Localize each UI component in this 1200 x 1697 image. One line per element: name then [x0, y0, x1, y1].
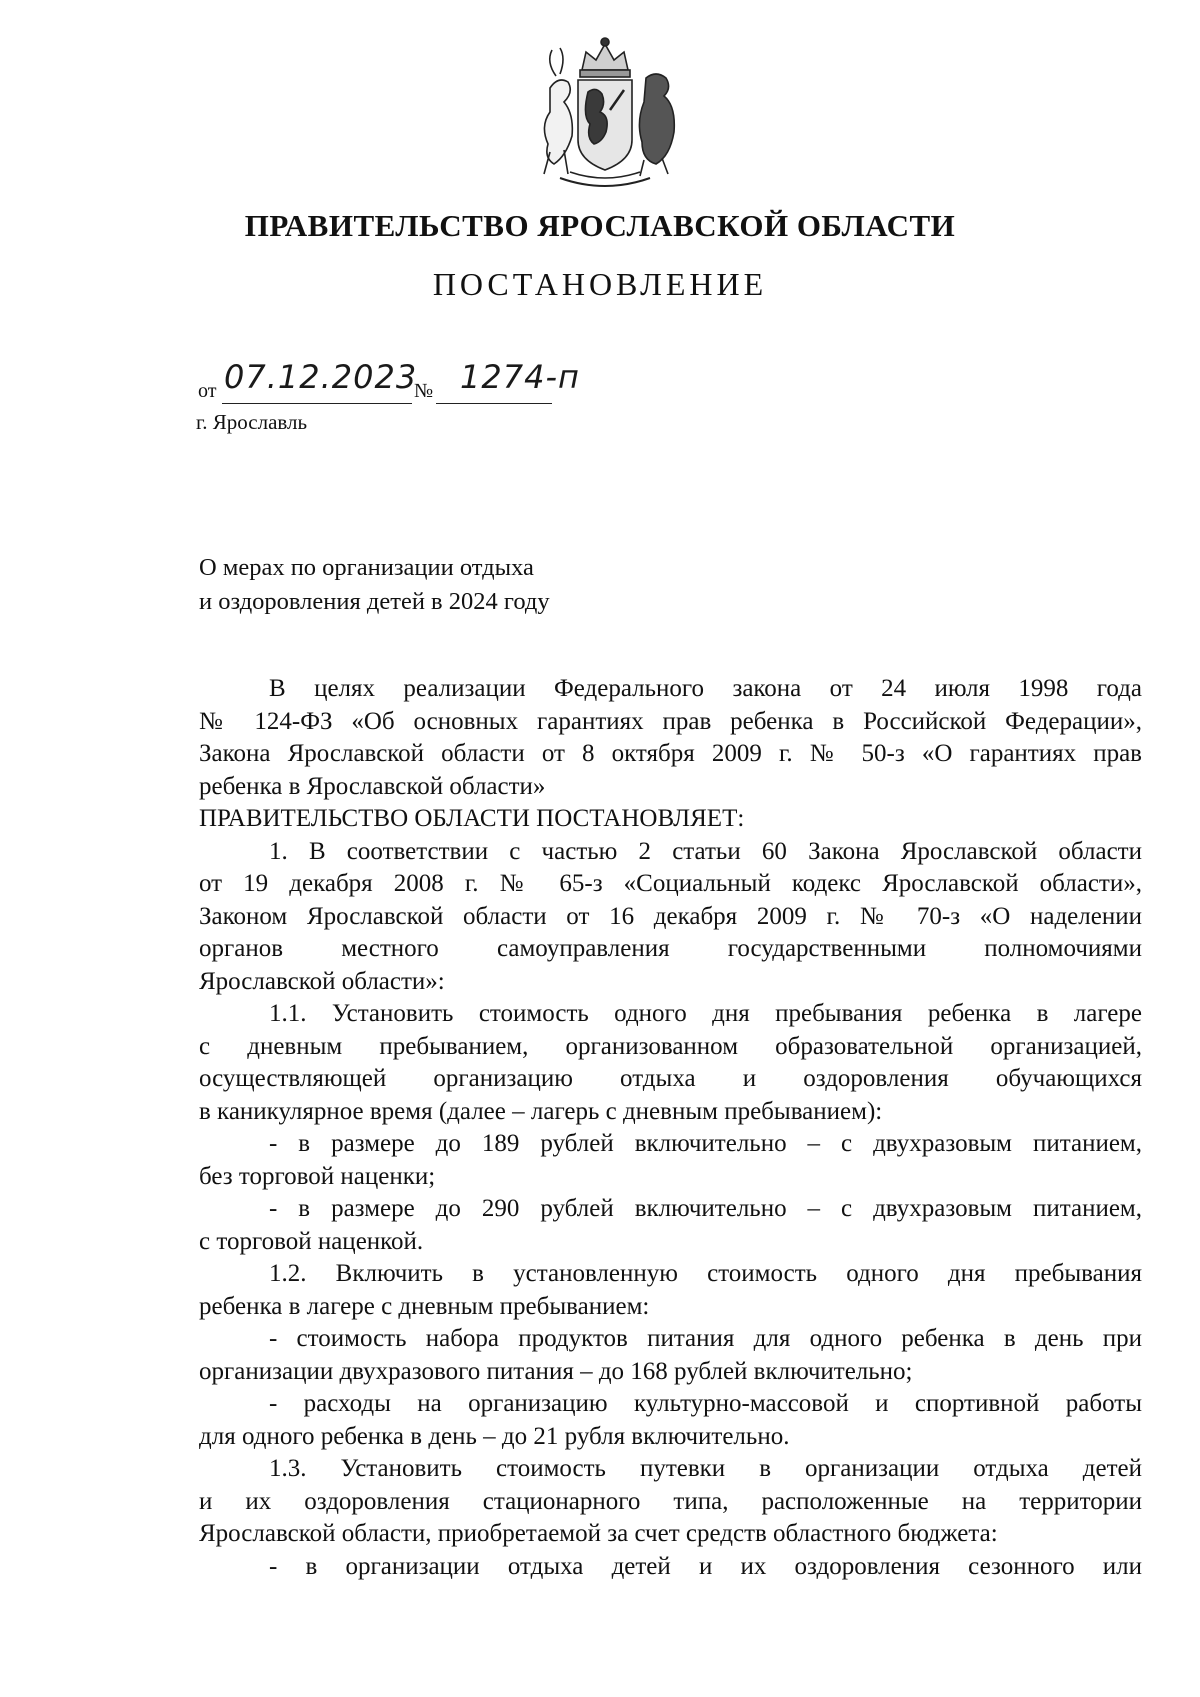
paragraph-1-2 — [199, 1258, 1142, 1323]
handwritten-date: 07.12.2023 — [224, 358, 418, 396]
subject-line: О мерах по организации отдыха — [199, 554, 534, 581]
subject-line: и оздоровления детей в 2024 году — [199, 588, 550, 615]
text-line: 1.1. Установить стоимость одного дня пребывания ребенка в лагере — [269, 1000, 1142, 1027]
date-prefix: от — [198, 380, 217, 402]
text-line: без торговой наценки; — [199, 1162, 436, 1190]
paragraph-1-2-item-b — [199, 1388, 1142, 1453]
text-line: ребенка в Ярославской области» — [199, 772, 546, 800]
document-subject — [199, 551, 550, 619]
coat-of-arms-emblem — [520, 32, 690, 192]
paragraph-1-3-item-a — [199, 1551, 1142, 1584]
preamble-paragraph — [199, 673, 1142, 803]
date-underline — [222, 403, 412, 404]
paragraph-1-3 — [199, 1453, 1142, 1551]
text-line: органов местного самоуправления государственными полномочиями — [199, 935, 1142, 962]
text-line: организации двухразового питания – до 168 рублей включительно; — [199, 1357, 913, 1385]
text-line: - в размере до 189 рублей включительно – с двухразовым питанием, — [269, 1130, 1142, 1157]
text-line: в каникулярное время (далее – лагерь с дневным пребыванием): — [199, 1097, 883, 1125]
text-line: Законом Ярославской области от 16 декабря 2009 г. № 70-з «О наделении — [199, 902, 1142, 930]
paragraph-1 — [199, 836, 1142, 999]
paragraph-1-1-item-b — [199, 1193, 1142, 1258]
paragraph-1-2-item-a — [199, 1323, 1142, 1388]
text-line: - в организации отдыха детей и их оздоровления сезонного или — [269, 1552, 1142, 1580]
number-prefix: № — [414, 380, 434, 402]
text-line: Закона Ярославской области от 8 октября 2009 г. № 50-з «О гарантиях прав — [199, 740, 1142, 767]
text-line: - в размере до 290 рублей включительно – с двухразовым питанием, — [269, 1195, 1142, 1222]
text-line: для одного ребенка в день – до 21 рубля включительно. — [199, 1422, 790, 1450]
text-line: осуществляющей организацию отдыха и оздоровления обучающихся — [199, 1065, 1142, 1092]
number-underline — [436, 403, 552, 404]
text-line: 1.3. Установить стоимость путевки в организации отдыха детей — [269, 1455, 1142, 1482]
text-line: - расходы на организацию культурно-массовой и спортивной работы — [269, 1390, 1142, 1417]
city: г. Ярославль — [196, 410, 308, 434]
text-line: № 124-ФЗ «Об основных гарантиях прав ребенка в Российской Федерации», — [199, 707, 1142, 735]
text-line: 1. В соответствии с частью 2 статьи 60 Закона Ярославской области — [269, 837, 1142, 865]
text-line: 1.2. Включить в установленную стоимость одного дня пребывания — [269, 1260, 1142, 1287]
resolves-heading: ПРАВИТЕЛЬСТВО ОБЛАСТИ ПОСТАНОВЛЯЕТ: — [199, 805, 745, 832]
text-line: от 19 декабря 2008 г. № 65-з «Социальный кодекс Ярославской области», — [199, 870, 1142, 897]
text-line: Ярославской области»: — [199, 967, 445, 995]
text-line: с дневным пребыванием, организованном образовательной организацией, — [199, 1032, 1142, 1060]
document-type: ПОСТАНОВЛЕНИЕ — [432, 266, 768, 302]
text-line: и их оздоровления стационарного типа, расположенные на территории — [199, 1487, 1142, 1515]
paragraph-1-1-item-a — [199, 1128, 1142, 1193]
text-line: - стоимость набора продуктов питания для одного ребенка в день при — [269, 1325, 1142, 1352]
text-line: с торговой наценкой. — [199, 1227, 424, 1255]
text-line: Ярославской области, приобретаемой за счет средств областного бюджета: — [199, 1520, 998, 1547]
handwritten-number: 1274-п — [460, 358, 580, 396]
government-title: ПРАВИТЕЛЬСТВО ЯРОСЛАВСКОЙ ОБЛАСТИ — [244, 208, 956, 243]
text-line: В целях реализации Федерального закона от 24 июля 1998 года — [269, 675, 1142, 702]
paragraph-1-1 — [199, 998, 1142, 1128]
date-number-line — [198, 358, 698, 408]
text-line: ребенка в лагере с дневным пребыванием: — [199, 1292, 650, 1320]
document-body — [199, 673, 1142, 1583]
